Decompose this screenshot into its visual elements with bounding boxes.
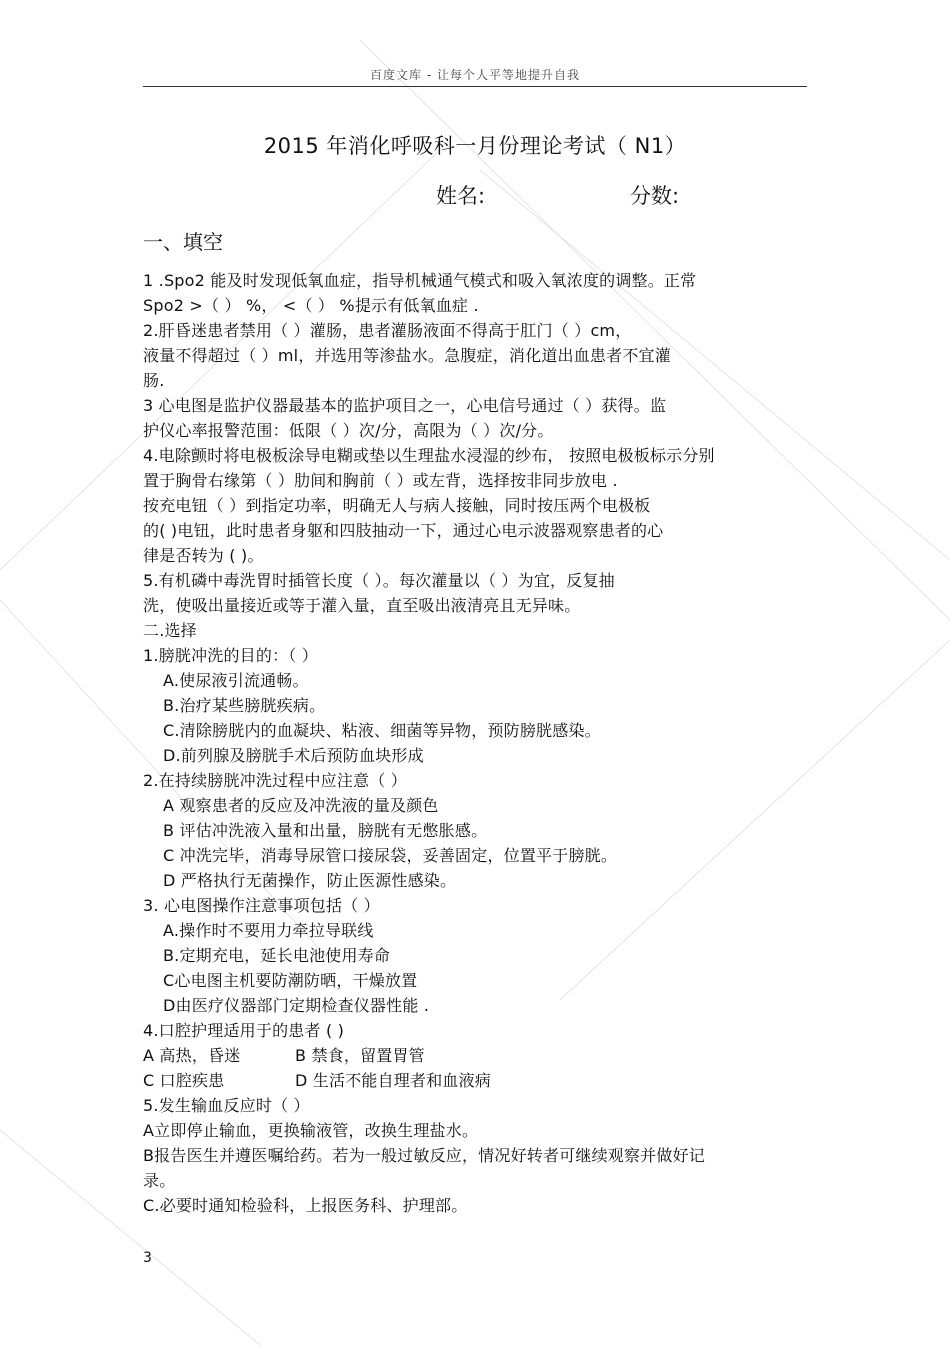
option-a: A.操作时不要用力牵拉导联线 [163, 921, 374, 940]
section-fill-blank [143, 268, 808, 618]
text-line: 护仪心率报警范围：低限（ ）次/分，高限为（ ）次/分。 [143, 421, 554, 440]
option-a: A.使尿液引流通畅。 [163, 671, 309, 690]
option-c: C.必要时通知检验科，上报医务科、护理部。 [143, 1196, 468, 1215]
text-line: 的( )电钮，此时患者身躯和四肢抽动一下，通过心电示波器观察患者的心 [143, 521, 664, 540]
question-1 [143, 643, 808, 768]
text-line: 律是否转为 ( )。 [143, 546, 264, 565]
name-label: 姓名: [436, 184, 486, 208]
section-choice-heading: 二.选择 [143, 621, 197, 640]
text-line: 肠. [143, 371, 165, 390]
text-line: 液量不得超过（ ）ml，并选用等渗盐水。急腹症，消化道出血患者不宜灌 [143, 346, 671, 365]
question-2 [143, 768, 808, 893]
text-line: Spo2 >（ ） %， <（ ） %提示有低氧血症 . [143, 296, 479, 315]
text-line: 1 .Spo2 能及时发现低氧血症，指导机械通气模式和吸入氧浓度的调整。正常 [143, 271, 697, 290]
option-b: B 评估冲洗液入量和出量，膀胱有无憋胀感。 [163, 821, 488, 840]
option-c: C心电图主机要防潮防晒，干燥放置 [163, 971, 418, 990]
question-stem: 4.口腔护理适用于的患者 ( ) [143, 1021, 345, 1040]
option-d: D 严格执行无菌操作，防止医源性感染。 [163, 871, 457, 890]
question-stem: 2.在持续膀胱冲洗过程中应注意（ ） [143, 771, 407, 790]
text-line: 置于胸骨右缘第（ ）肋间和胸前（ ）或左背，选择按非同步放电 . [143, 471, 618, 490]
text-line: 2.肝昏迷患者禁用（ ）灌肠，患者灌肠液面不得高于肛门（ ）cm， [143, 321, 632, 340]
question-stem: 5.发生输血反应时（ ） [143, 1096, 310, 1115]
option-b: B 禁食，留置胃管 [295, 1046, 425, 1065]
text-line: 5.有机磷中毒洗胃时插管长度（ ）。每次灌量以（ ）为宜，反复抽 [143, 571, 615, 590]
option-b: B.治疗某些膀胱疾病。 [163, 696, 326, 715]
section-fill-blank-heading: 一、填空 [143, 230, 223, 254]
option-b: B报告医生并遵医嘱给药。若为一般过敏反应，情况好转者可继续观察并做好记 [143, 1146, 705, 1165]
exam-content [143, 226, 808, 1218]
option-b: B.定期充电，延长电池使用寿命 [163, 946, 391, 965]
option-a: A 观察患者的反应及冲洗液的量及颜色 [163, 796, 439, 815]
option-c: C 冲洗完毕，消毒导尿管口接尿袋，妥善固定，位置平于膀胱。 [163, 846, 618, 865]
option-a: A 高热，昏迷 [143, 1046, 241, 1065]
option-c: C.清除膀胱内的血凝块、粘液、细菌等异物，预防膀胱感染。 [163, 721, 601, 740]
page-header: 百度文库 - 让每个人平等地提升自我 [370, 68, 580, 82]
header-rule [143, 86, 807, 87]
exam-title: 2015 年消化呼吸科一月份理论考试（ N1） [263, 134, 687, 158]
text-line: 3 心电图是监护仪器最基本的监护项目之一，心电信号通过（ ）获得。监 [143, 396, 667, 415]
option-c: C 口腔疾患 [143, 1071, 225, 1090]
text-line: 洗，使吸出量接近或等于灌入量，直至吸出液清亮且无异味。 [143, 596, 581, 615]
option-a: A立即停止输血，更换输液管，改换生理盐水。 [143, 1121, 479, 1140]
question-3 [143, 893, 808, 1018]
page-number: 3 [143, 1250, 152, 1266]
question-5 [143, 1093, 808, 1218]
option-d: D 生活不能自理者和血液病 [295, 1071, 492, 1090]
text-line: 4.电除颤时将电极板涂导电糊或垫以生理盐水浸湿的纱布， 按照电极板标示分别 [143, 446, 715, 465]
text-line: 按充电钮（ ）到指定功率，明确无人与病人接触，同时按压两个电极板 [143, 496, 651, 515]
option-row [143, 1043, 808, 1068]
score-label: 分数: [630, 184, 680, 208]
question-4 [143, 1018, 808, 1093]
option-d: D.前列腺及膀胱手术后预防血块形成 [163, 746, 424, 765]
option-row [143, 1068, 808, 1093]
question-stem: 3. 心电图操作注意事项包括（ ） [143, 896, 380, 915]
option-b-continued: 录。 [143, 1171, 176, 1190]
question-stem: 1.膀胱冲洗的目的：（ ） [143, 646, 318, 665]
option-d: D由医疗仪器部门定期检查仪器性能 . [163, 996, 430, 1015]
